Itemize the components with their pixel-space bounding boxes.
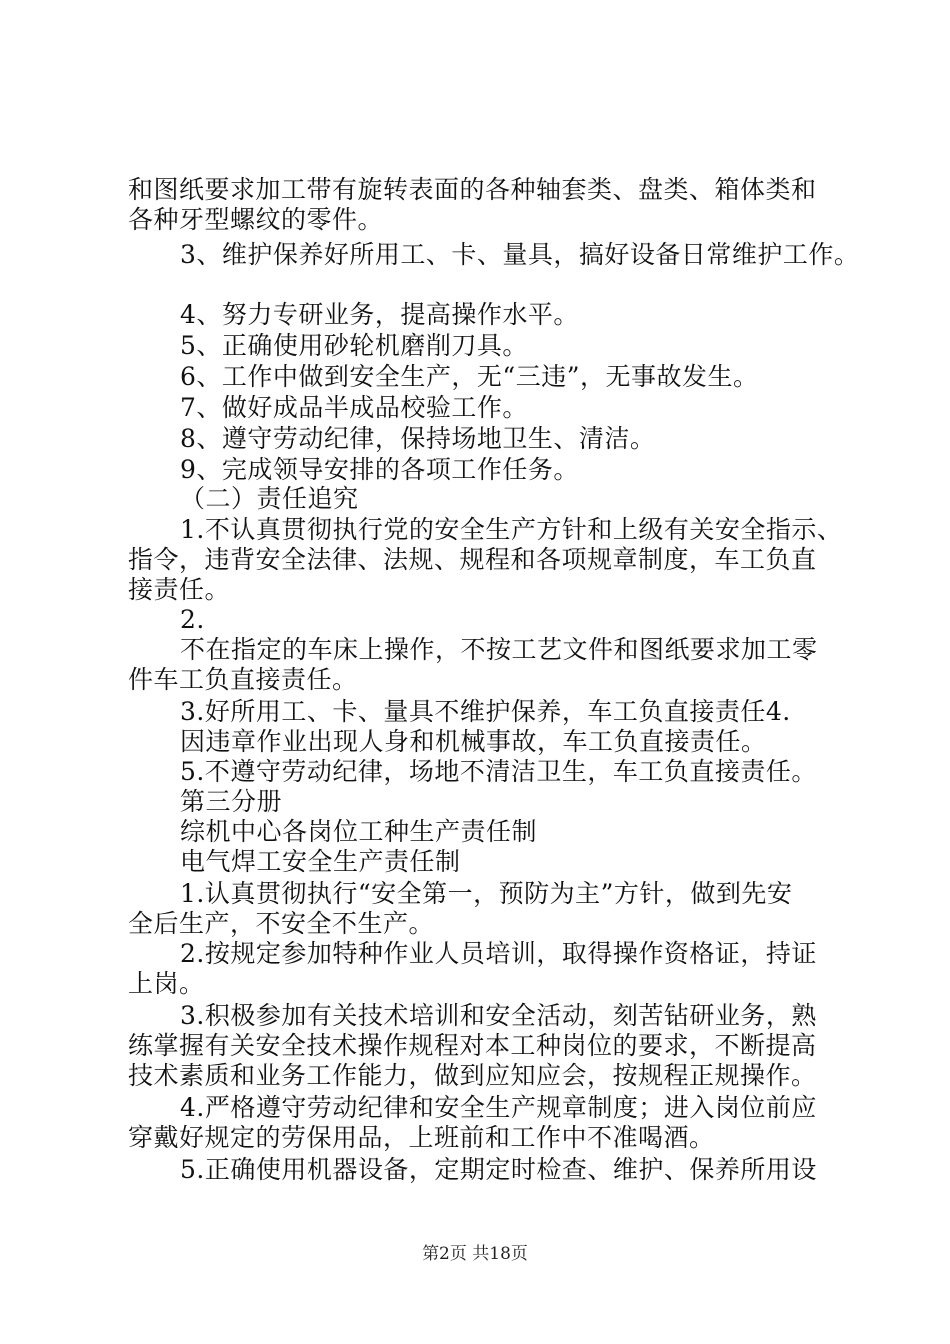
section-heading: 电气焊工安全生产责任制: [180, 847, 461, 876]
body-line: 全后生产，不安全不生产。: [128, 909, 435, 938]
section-heading: 第三分册: [180, 787, 283, 816]
body-line: 指令，违背安全法律、法规、规程和各项规章制度，车工负直: [128, 545, 817, 574]
list-item: 9、完成领导安排的各项工作任务。: [180, 455, 579, 484]
list-item: 4.严格遵守劳动纪律和安全生产规章制度；进入岗位前应: [180, 1093, 817, 1122]
body-line: 穿戴好规定的劳保用品，上班前和工作中不准喝酒。: [128, 1123, 715, 1152]
body-line: 技术素质和业务工作能力，做到应知应会，按规程正规操作。: [128, 1061, 817, 1090]
list-item: 4、努力专研业务，提高操作水平。: [180, 300, 579, 329]
list-item: 3.好所用工、卡、量具不维护保养，车工负直接责任4.: [180, 697, 791, 726]
page-number-footer: 第2页 共18页: [422, 1244, 528, 1264]
body-line: 不在指定的车床上操作，不按工艺文件和图纸要求加工零: [180, 635, 818, 664]
body-line: 上岗。: [128, 969, 205, 998]
section-heading: （二）责任追究: [180, 484, 359, 513]
list-item: 1.不认真贯彻执行党的安全生产方针和上级有关安全指示、: [180, 515, 843, 544]
section-heading: 综机中心各岗位工种生产责任制: [180, 817, 538, 846]
list-item: 8、遵守劳动纪律，保持场地卫生、清洁。: [180, 424, 656, 453]
body-line: 练掌握有关安全技术操作规程对本工种岗位的要求，不断提高: [128, 1031, 817, 1060]
list-item: 5.正确使用机器设备，定期定时检查、维护、保养所用设: [180, 1155, 817, 1184]
body-line: 因违章作业出现人身和机械事故，车工负直接责任。: [180, 727, 767, 756]
list-item: 1.认真贯彻执行“安全第一，预防为主”方针，做到先安: [180, 879, 793, 908]
list-item: 5.不遵守劳动纪律，场地不清洁卫生，车工负直接责任。: [180, 757, 817, 786]
body-line: 各种牙型螺纹的零件。: [128, 205, 384, 234]
list-item: 3、维护保养好所用工、卡、量具，搞好设备日常维护工作。: [180, 240, 860, 269]
list-item: 5、正确使用砂轮机磨削刀具。: [180, 331, 528, 360]
list-item: 2.按规定参加特种作业人员培训，取得操作资格证，持证: [180, 939, 817, 968]
body-line: 件车工负直接责任。: [128, 665, 358, 694]
body-line: 接责任。: [128, 575, 231, 604]
list-item: 7、做好成品半成品校验工作。: [180, 393, 528, 422]
list-item: 2.: [180, 605, 205, 634]
body-line: 和图纸要求加工带有旋转表面的各种轴套类、盘类、箱体类和: [128, 175, 817, 204]
list-item: 3.积极参加有关技术培训和安全活动，刻苦钻研业务，熟: [180, 1001, 817, 1030]
list-item: 6、工作中做到安全生产，无“三违”，无事故发生。: [180, 362, 759, 391]
